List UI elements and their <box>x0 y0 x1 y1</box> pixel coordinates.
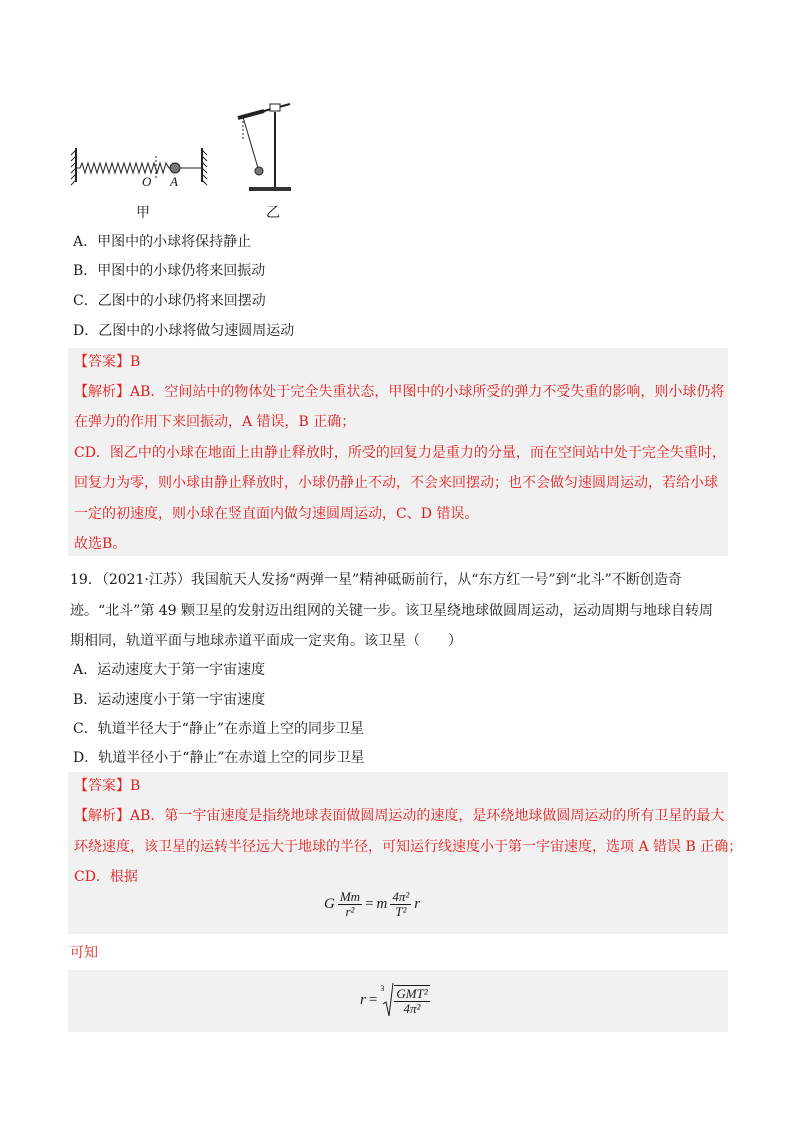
q19-option-d: D．轨道半径小于“静止”在赤道上空的同步卫星 <box>73 750 365 766</box>
eq1-lhs-num: Mm <box>339 889 361 904</box>
equation-gravity <box>324 890 420 919</box>
q19-stem-line: 19．（2021·江苏）我国航天人发扬“两弹一星”精神砥砺前行，从“东方红一号”到“北斗”不断创造奇 <box>70 572 682 588</box>
q18-analysis-line: 回复力为零，则小球由静止释放时，小球仍静止不动，不会来回摆动；也不会做匀速圆周运动，若给小球 <box>74 475 718 491</box>
spring <box>76 163 172 173</box>
eq2-equals: = <box>368 991 378 1008</box>
pendulum-bob <box>255 167 263 175</box>
q18-answer-block <box>68 348 728 556</box>
q19-analysis-line: 【解析】AB．第一宇宙速度是指绕地球表面做圆周运动的速度，是环绕地球做圆周运动的所有卫星的最大 <box>74 808 725 824</box>
cube-root <box>380 982 429 1018</box>
q19-stem-line: 迹。“北斗”第 49 颗卫星的发射迈出组网的关键一步。该卫星绕地球做圆周运动，运动周期与地球自转周 <box>70 603 714 619</box>
q18-analysis-line: 一定的初速度，则小球在竖直面内做匀速圆周运动，C、D 错误。 <box>74 506 479 522</box>
eq1-g: G <box>324 896 335 912</box>
pendulum-figure <box>238 104 291 191</box>
point-a-label: A <box>170 174 178 189</box>
q19-option-b: B．运动速度小于第一宇宙速度 <box>73 692 266 708</box>
eq1-equals: = <box>365 896 374 912</box>
point-o-label: O <box>142 174 152 189</box>
equation-radius-block <box>68 970 728 1032</box>
q19-analysis-line: 环绕速度，该卫星的运转半径远大于地球的半径，可知运行线速度小于第一宇宙速度，选项 A 错误 B 正确； <box>74 839 743 855</box>
eq2-fraction <box>394 985 429 1016</box>
eq1-r: r <box>414 896 421 912</box>
eq1-m: m <box>376 896 388 912</box>
physics-diagram <box>68 98 328 226</box>
eq2-den: 4π² <box>403 1000 421 1016</box>
spring-oscillator-figure <box>71 148 207 185</box>
q18-analysis-line: 【解析】AB．空间站中的物体处于完全失重状态，甲图中的小球所受的弹力不受失重的影响，则小球仍将 <box>74 384 725 400</box>
eq1-rhs-num: 4π² <box>392 889 410 904</box>
q18-analysis-line: 在弹力的作用下来回振动，A 错误，B 正确； <box>74 414 356 430</box>
ball <box>170 163 180 173</box>
q19-stem-line: 期相同，轨道平面与地球赤道平面成一定夹角。该卫星（ ） <box>70 633 462 649</box>
q18-option-b: B．甲图中的小球仍将来回振动 <box>73 263 266 279</box>
q19-option-a: A．运动速度大于第一宇宙速度 <box>73 662 266 678</box>
eq1-rhs-den: T² <box>395 904 407 919</box>
q18-option-c: C．乙图中的小球仍将来回摆动 <box>73 293 266 309</box>
figure-area <box>68 98 328 226</box>
q19-answer: 【答案】B <box>74 778 141 794</box>
equation-radius <box>360 982 430 1018</box>
q19-option-c: C．轨道半径大于“静止”在赤道上空的同步卫星 <box>73 721 365 737</box>
root-index: 3 <box>380 984 385 993</box>
q18-option-a: A．甲图中的小球将保持静止 <box>73 234 252 250</box>
eq1-lhs-den: r² <box>345 904 355 919</box>
q18-analysis-line: CD．图乙中的小球在地面上由静止释放时，所受的回复力是重力的分量，而在空间站中处于完全失重时， <box>74 445 726 461</box>
q18-answer: 【答案】B <box>74 354 141 370</box>
kezhi-label: 可知 <box>70 945 98 961</box>
q18-option-d: D．乙图中的小球将做匀速圆周运动 <box>73 323 295 339</box>
q18-conclusion: 故选B。 <box>74 536 127 552</box>
figure-yi-label: 乙 <box>266 205 280 221</box>
figure-jia-label: 甲 <box>136 205 150 221</box>
eq2-num: GMT² <box>396 985 428 1001</box>
q19-answer-block <box>68 772 743 934</box>
eq1-rhs-fraction <box>390 890 411 919</box>
eq2-r: r <box>360 991 366 1008</box>
q19-analysis-line: CD．根据 <box>74 869 138 885</box>
eq1-lhs-fraction <box>338 890 362 919</box>
